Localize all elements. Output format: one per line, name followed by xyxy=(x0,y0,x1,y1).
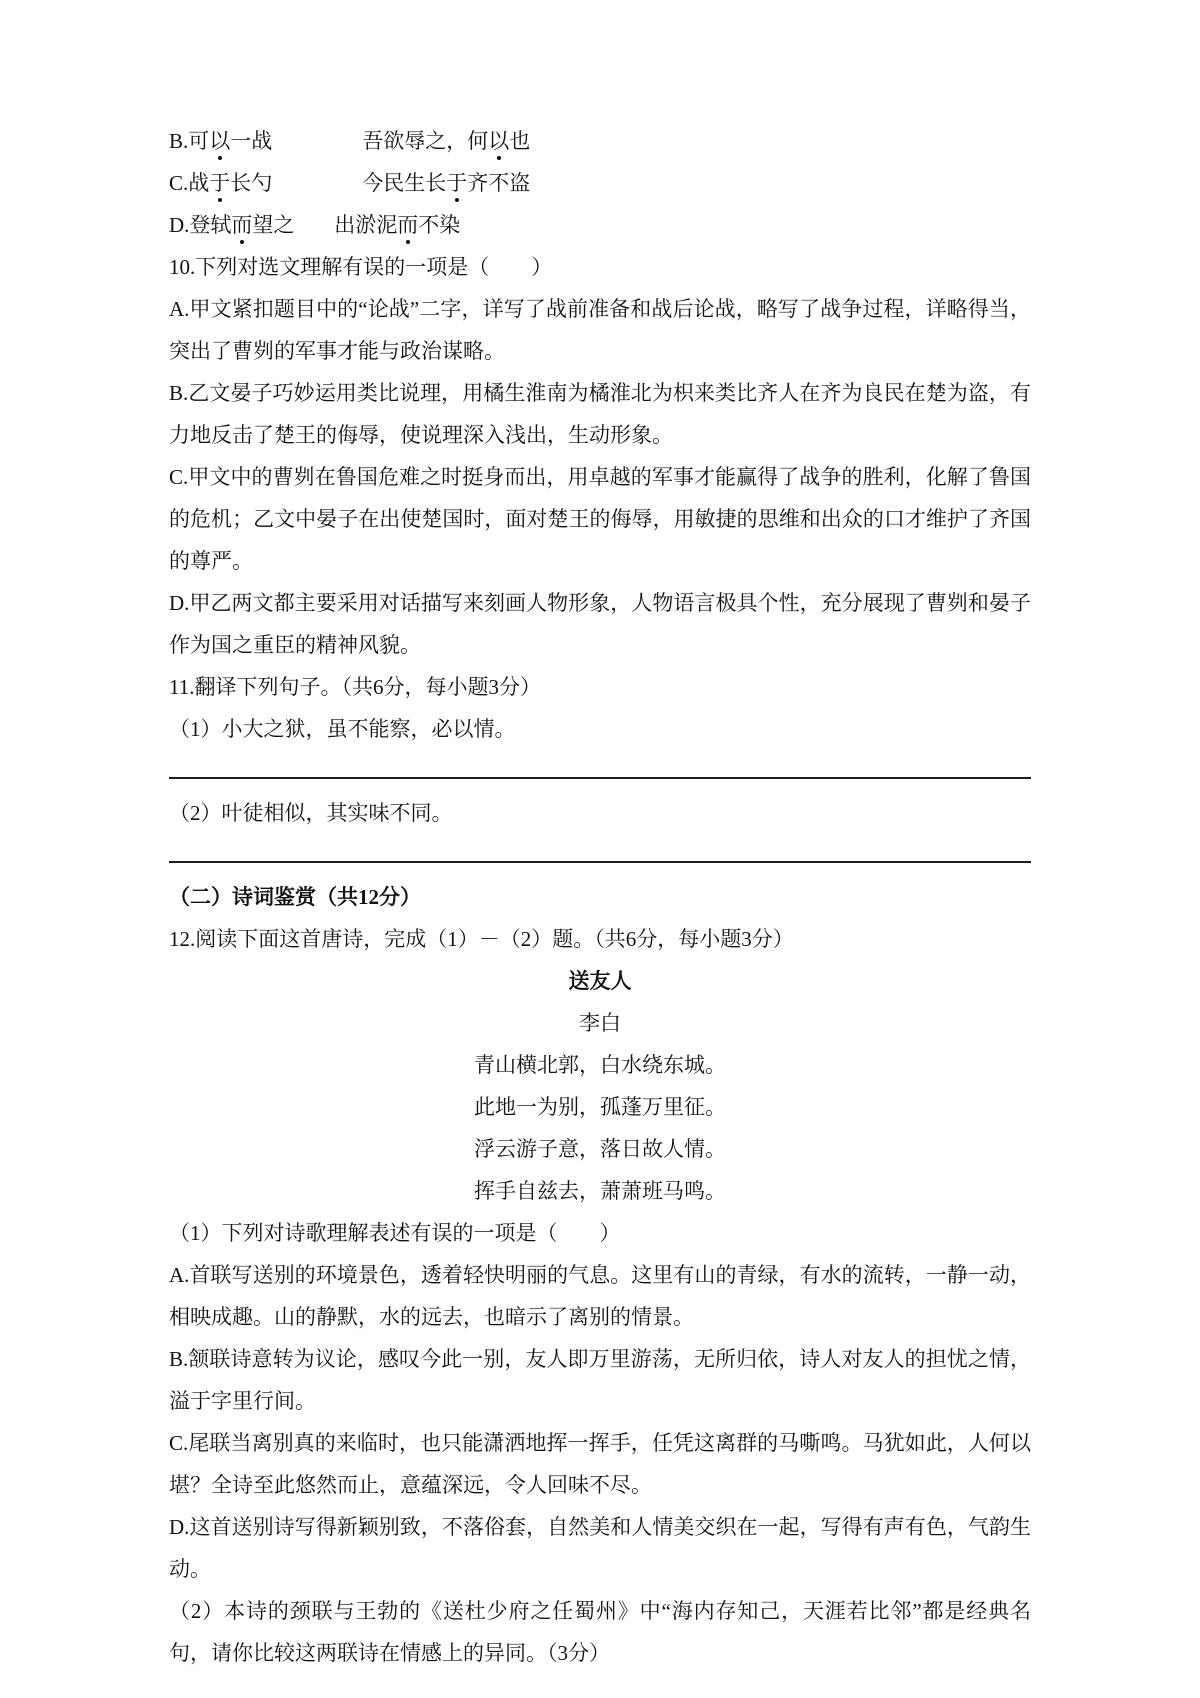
question-12-sub1-stem: （1）下列对诗歌理解表述有误的一项是（ ） xyxy=(169,1221,621,1245)
question-11-stem: 11.翻译下列句子。（共6分，每小题3分） xyxy=(169,675,541,699)
option-d-phrase: D.登轼而望之 xyxy=(169,213,295,237)
question-12-sub1-option-c: C.尾联当离别真的来临时，也只能潇洒地挥一挥手，任凭这离群的马嘶鸣。马犹如此，人何以堪？全诗至此悠然而止，意蕴深远，令人回味不尽。 xyxy=(169,1431,1031,1497)
answer-line xyxy=(169,861,1031,863)
question-12-stem: 12.阅读下面这首唐诗，完成（1）－（2）题。（共6分，每小题3分） xyxy=(169,927,794,951)
answer-line xyxy=(169,777,1031,779)
question-12-sub1-option-d: D.这首送别诗写得新颖别致，不落俗套，自然美和人情美交织在一起，写得有声有色，气韵生动。 xyxy=(169,1515,1031,1581)
section-2-heading: （二）诗词鉴赏（共12分） xyxy=(169,885,421,909)
question-10-option-c: C.甲文中的曹刿在鲁国危难之时挺身而出，用卓越的军事才能赢得了战争的胜利，化解了鲁国的危机；乙文中晏子在出使楚国时，面对楚王的侮辱，用敏捷的思维和出众的口才维护了齐国的尊严。 xyxy=(169,465,1031,573)
poem-line-3: 浮云游子意，落日故人情。 xyxy=(474,1137,726,1161)
question-10-stem: 10.下列对选文理解有误的一项是（ ） xyxy=(169,255,553,279)
word-comparison-row-b xyxy=(169,120,1031,162)
word-comparison-row-d xyxy=(169,204,1031,246)
answer-blank-1 xyxy=(169,750,1031,792)
question-11-sentence-1: （1）小大之狱，虽不能察，必以情。 xyxy=(169,717,516,741)
option-b-phrase: B.可以一战 xyxy=(169,129,273,153)
question-10-option-a: A.甲文紧扣题目中的“论战”二字，详写了战前准备和战后论战，略写了战争过程，详略得当，突出了曹刿的军事才能与政治谋略。 xyxy=(169,297,1031,363)
question-12-sub1-option-a: A.首联写送别的环境景色，透着轻快明丽的气息。这里有山的青绿，有水的流转，一静一动，相映成趣。山的静默，水的远去，也暗示了离别的情景。 xyxy=(169,1263,1031,1329)
option-b-compare-phrase: 吾欲辱之，何以也 xyxy=(362,129,531,153)
question-10-option-b: B.乙文晏子巧妙运用类比说理，用橘生淮南为橘淮北为枳来类比齐人在齐为良民在楚为盗，有力地反击了楚王的侮辱，使说理深入浅出，生动形象。 xyxy=(169,381,1031,447)
answer-blank-2 xyxy=(169,834,1031,876)
poem-line-2: 此地一为别，孤蓬万里征。 xyxy=(474,1095,726,1119)
poem-line-4: 挥手自兹去，萧萧班马鸣。 xyxy=(474,1179,726,1203)
option-c-compare-phrase: 今民生长于齐不盗 xyxy=(362,171,531,195)
question-11-sentence-2: （2）叶徒相似，其实味不同。 xyxy=(169,801,453,825)
option-c-phrase: C.战于长勺 xyxy=(169,171,273,195)
question-12-sub2-stem: （2）本诗的颈联与王勃的《送杜少府之任蜀州》中“海内存知己，天涯若比邻”都是经典名句，请你比较这两联诗在情感上的异同。（3分） xyxy=(169,1599,1031,1665)
question-10-option-d: D.甲乙两文都主要采用对话描写来刻画人物形象，人物语言极具个性，充分展现了曹刿和晏子作为国之重臣的精神风貌。 xyxy=(169,591,1031,657)
poem-author: 李白 xyxy=(579,1011,621,1035)
question-12-sub1-option-b: B.颔联诗意转为议论，感叹今此一别，友人即万里游荡，无所归依，诗人对友人的担忧之情，溢于字里行间。 xyxy=(169,1347,1031,1413)
option-d-compare-phrase: 出淤泥而不染 xyxy=(334,213,461,237)
poem-line-1: 青山横北郭，白水绕东城。 xyxy=(474,1053,726,1077)
poem-title: 送友人 xyxy=(568,969,632,993)
document-content xyxy=(169,120,1031,1674)
word-comparison-row-c xyxy=(169,162,1031,204)
